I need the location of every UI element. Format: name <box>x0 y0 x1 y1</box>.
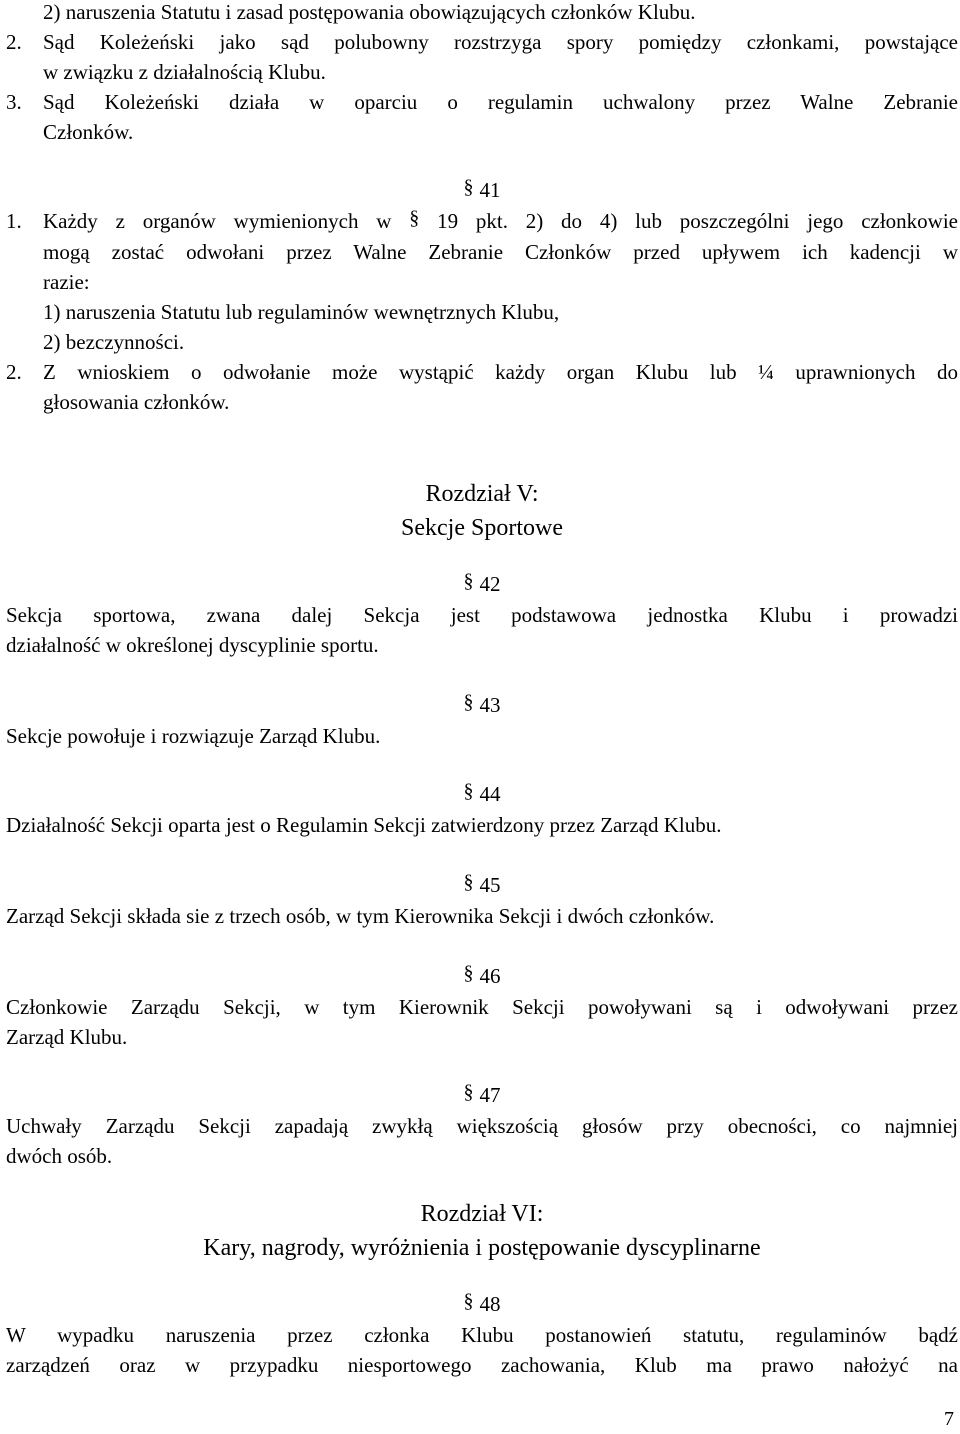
numbered-paragraph <box>6 206 958 357</box>
section-sign-icon: § <box>463 691 474 713</box>
section-sign-icon: § <box>463 871 474 893</box>
paragraph-text: W wypadku naruszenia przez członka Klubu postanowień statutu, regulaminów bądź <box>6 1323 958 1347</box>
list-item: 1) naruszenia Statutu lub regulaminów wewnętrznych Klubu, <box>43 300 560 324</box>
paragraph-text: Z wnioskiem o odwołanie może wystąpić każdy organ Klubu lub ¼ uprawnionych do <box>43 360 958 384</box>
paragraph-text: Sąd Koleżeński działa w oparciu o regulamin uchwalony przez Walne Zebranie <box>43 90 958 114</box>
paragraph-text: Zarząd Sekcji składa sie z trzech osób, w tym Kierownika Sekcji i dwóch członków. <box>6 904 715 928</box>
section-sign-icon: § <box>463 1290 474 1312</box>
paragraph-text: razie: <box>43 270 90 294</box>
paragraph-number: 3. <box>6 90 22 114</box>
paragraph-text: dwóch osób. <box>6 1144 113 1168</box>
paragraph-text: zarządzeń oraz w przypadku niesportowego zachowania, Klub ma prawo nałożyć na <box>6 1353 958 1377</box>
list-item: 2) bezczynności. <box>43 330 185 354</box>
numbered-paragraph <box>6 357 958 417</box>
section-sign-icon: § <box>463 570 474 592</box>
paragraph-text: Uchwały Zarządu Sekcji zapadają zwykłą większością głosów przy obecności, co najmniej <box>6 1114 958 1138</box>
paragraph-number: 2. <box>6 360 22 384</box>
section-number: 42 <box>479 572 501 596</box>
chapter-subtitle: Kary, nagrody, wyróżnienia i postępowanie dyscyplinarne <box>203 1235 761 1261</box>
chapter-subtitle: Sekcje Sportowe <box>401 515 563 541</box>
section-heading <box>6 1080 958 1111</box>
section-heading <box>6 870 958 901</box>
section-sign-icon: § <box>409 207 420 229</box>
list-item-text: 2) naruszenia Statutu i zasad postępowania obowiązujących członków Klubu. <box>43 0 696 24</box>
page-number: 7 <box>944 1408 954 1430</box>
numbered-paragraph <box>6 87 958 147</box>
section-number: 43 <box>479 693 501 717</box>
section-heading <box>6 569 958 600</box>
list-item <box>6 0 958 27</box>
paragraph-text: Członków. <box>43 120 134 144</box>
chapter-title: Rozdział V: <box>425 481 539 507</box>
paragraph-text: Sąd Koleżeński jako sąd polubowny rozstrzyga spory pomiędzy członkami, powstające <box>43 30 958 54</box>
paragraph-text: mogą zostać odwołani przez Walne Zebranie Członków przed upływem ich kadencji w <box>43 240 958 264</box>
numbered-paragraph <box>6 27 958 87</box>
paragraph-text: Sekcje powołuje i rozwiązuje Zarząd Klubu. <box>6 724 381 748</box>
document-page <box>6 0 958 1380</box>
paragraph-number: 2. <box>6 30 22 54</box>
paragraph-text: działalność w określonej dyscyplinie sportu. <box>6 633 379 657</box>
paragraph-text: głosowania członków. <box>43 390 230 414</box>
paragraph-text: Członkowie Zarządu Sekcji, w tym Kierownik Sekcji powoływani są i odwoływani przez <box>6 995 958 1019</box>
paragraph-text: w związku z działalnością Klubu. <box>43 60 326 84</box>
section-number: 41 <box>479 178 501 202</box>
paragraph-number: 1. <box>6 209 22 233</box>
paragraph-text: Działalność Sekcji oparta jest o Regulamin Sekcji zatwierdzony przez Zarząd Klubu. <box>6 813 722 837</box>
section-number: 47 <box>479 1083 501 1107</box>
section-sign-icon: § <box>463 780 474 802</box>
section-number: 46 <box>479 964 501 988</box>
section-sign-icon: § <box>463 1081 474 1103</box>
paragraph-text: Każdy z organów wymienionych w § 19 pkt. 2) do 4) lub poszczególni jego członkowie <box>43 207 958 233</box>
section-heading <box>6 779 958 810</box>
paragraph-text: Zarząd Klubu. <box>6 1025 128 1049</box>
section-number: 45 <box>479 873 501 897</box>
chapter-title: Rozdział VI: <box>420 1201 544 1227</box>
section-heading <box>6 1289 958 1320</box>
section-number: 48 <box>479 1292 501 1316</box>
section-sign-icon: § <box>463 962 474 984</box>
paragraph-text: Sekcja sportowa, zwana dalej Sekcja jest podstawowa jednostka Klubu i prowadzi <box>6 603 958 627</box>
section-heading <box>6 175 958 206</box>
section-number: 44 <box>479 782 501 806</box>
section-heading <box>6 690 958 721</box>
section-sign-icon: § <box>463 176 474 198</box>
section-heading <box>6 961 958 992</box>
